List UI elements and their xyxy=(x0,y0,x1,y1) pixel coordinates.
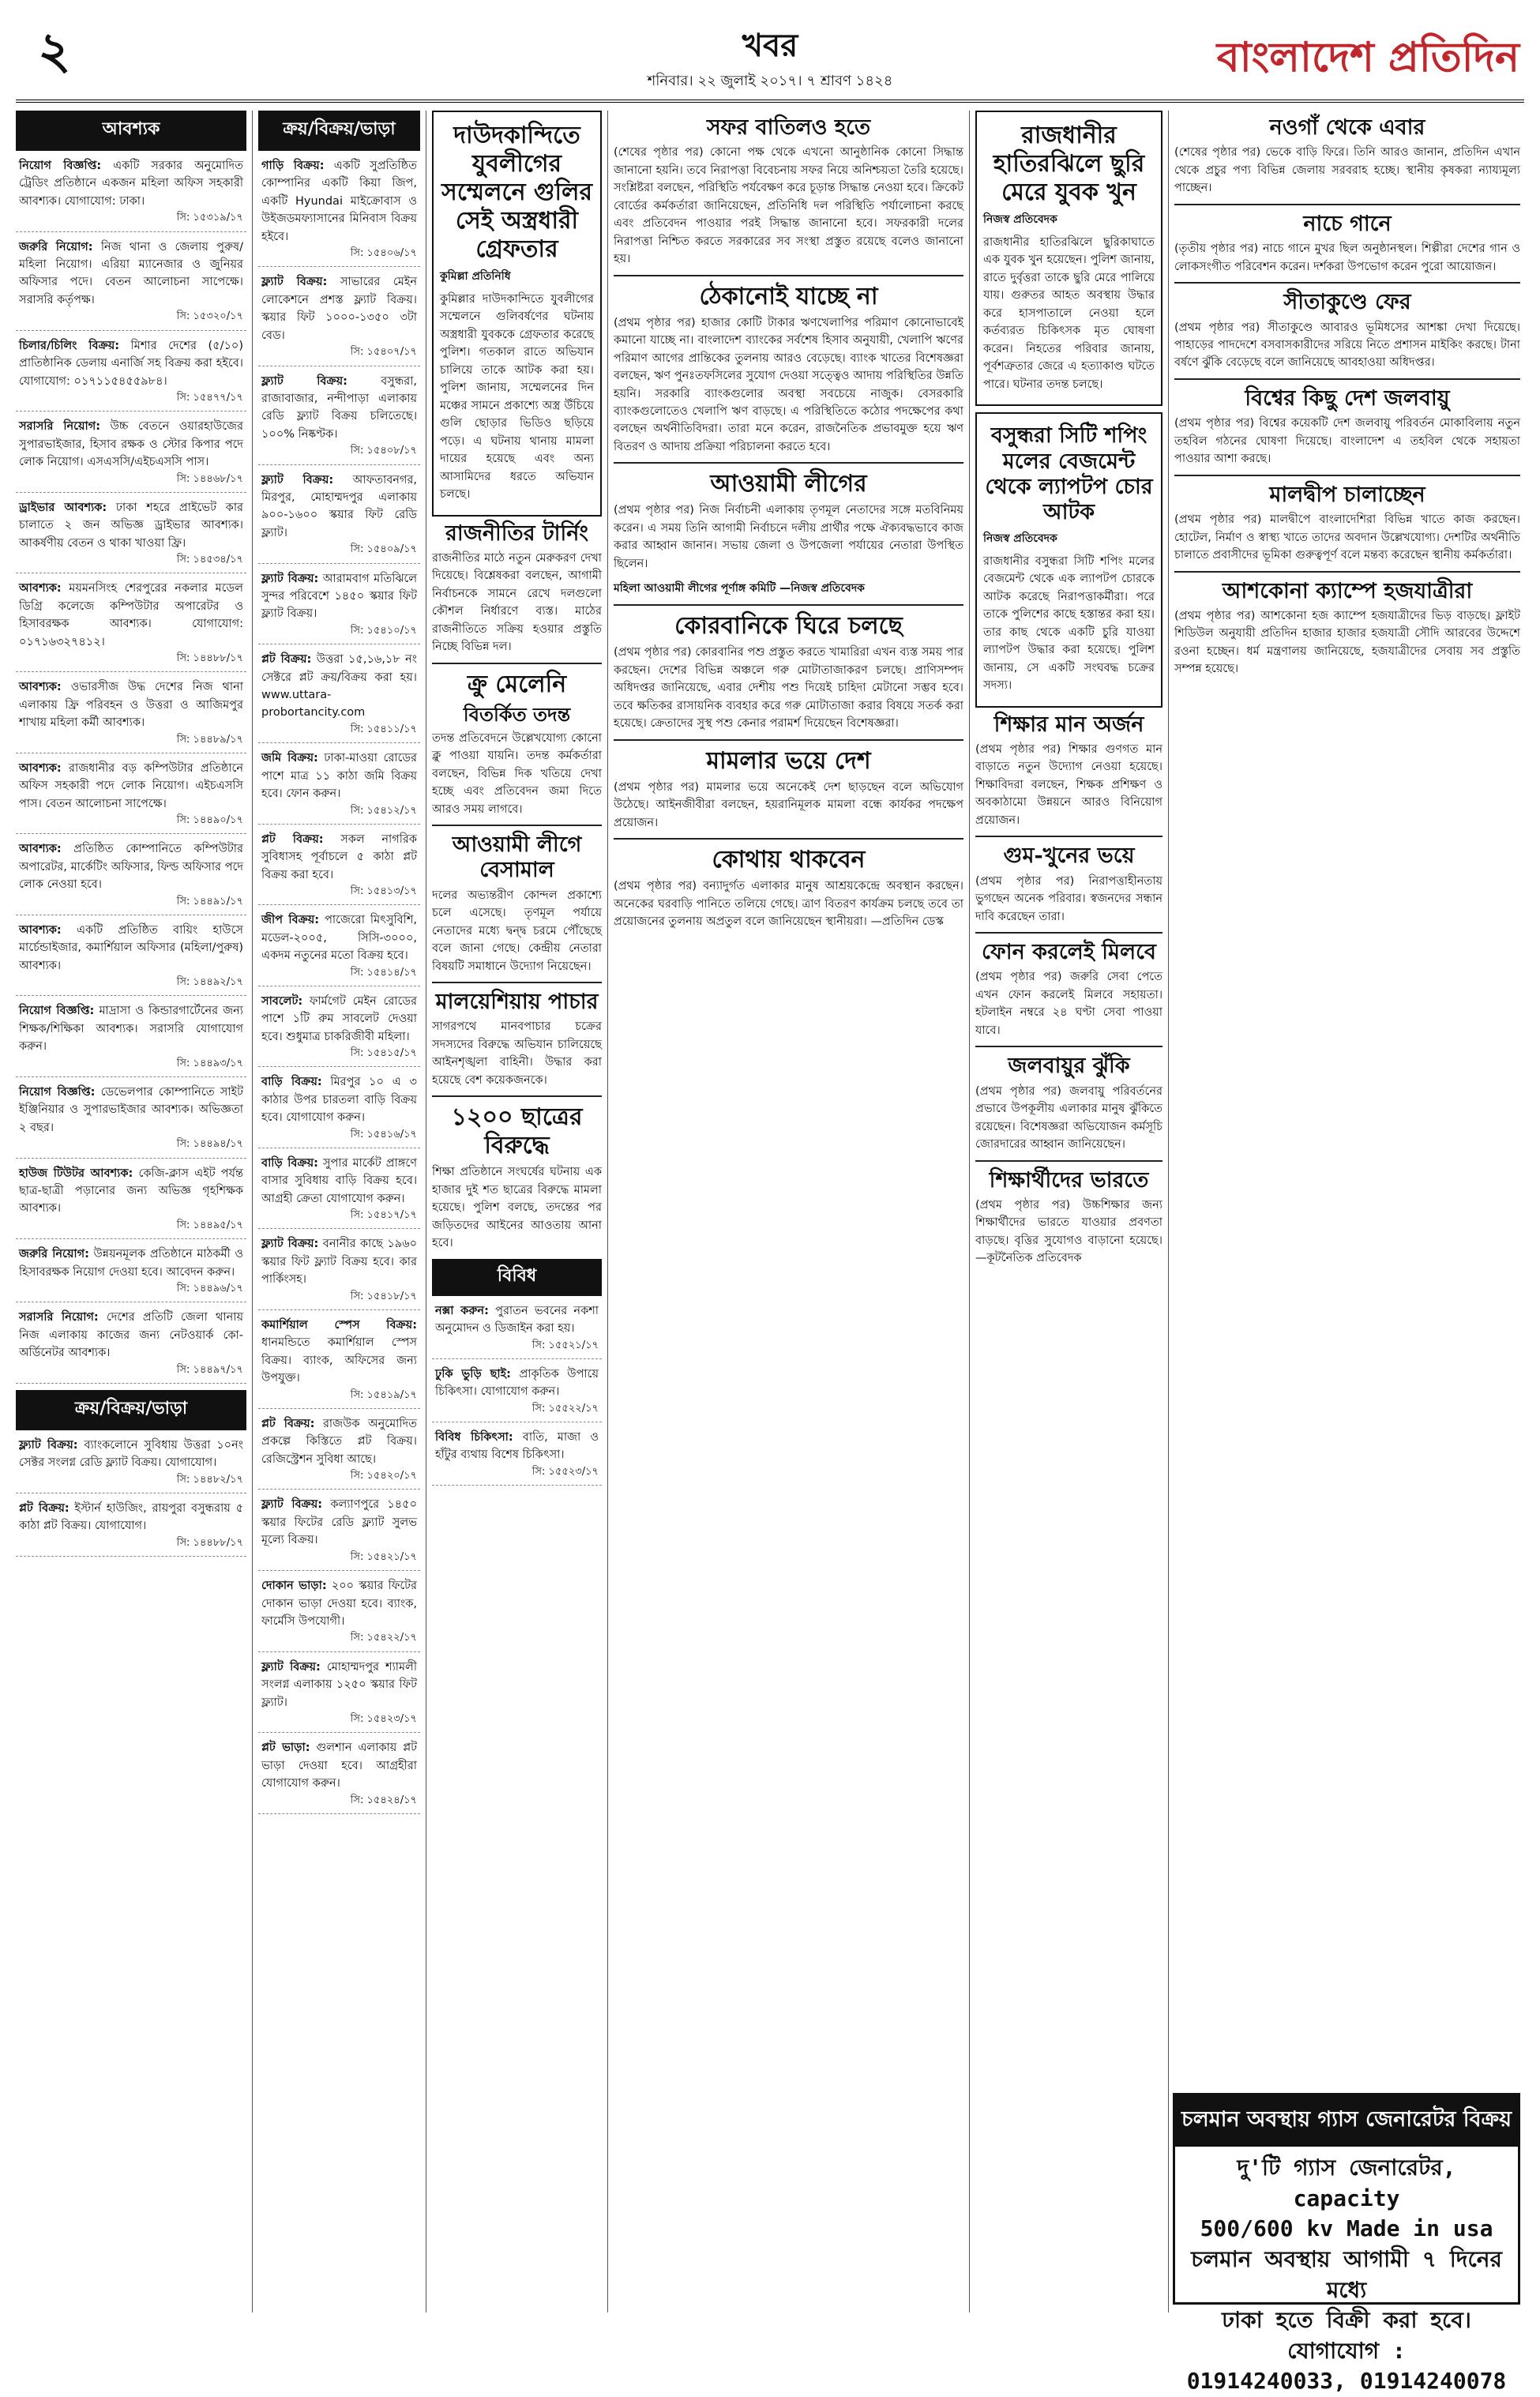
story-body: কুমিল্লার দাউদকান্দিতে যুবলীগের সম্মেলনে গুলিবর্ষণের ঘটনায় অস্ত্রধারী যুবককে গ্রেফতার করেছে পুলিশ। গতকাল রাতে অভিযান চালিয়ে তাকে আটক করা হয়। পুলিশ জানায়, সম্মেলনের দিন মঞ্চের সামনে প্রকাশ্যে অস্ত্র উঁচিয়ে গুলি ছোড়ার ভিডিও ছড়িয়ে পড়ে। এ ঘটনায় থানায় মামলা দায়ের হয়েছে এবং অন্য আসামিদের ধরতে অভিযান চলছে। xyxy=(440,293,594,502)
ad-code: সি: ১৫৫২১/১৭ xyxy=(531,1339,599,1351)
ad-lead: দোকান ভাড়া: xyxy=(261,1580,327,1593)
story-body: রাজধানীর হাতিরঝিলে ছুরিকাঘাতে এক যুবক খুন হয়েছেন। পুলিশ জানায়, রাতে দুর্বৃত্তরা তাকে ছুরি মেরে পালিয়ে যায়। গুরুতর আহত অবস্থায় উদ্ধার করে হাসপাতালে নেওয়া হলে কর্তব্যরত চিকিৎসক মৃত ঘোষণা করেন। নিহতের পরিবার জানায়, পূর্বশত্রুতার জেরে এ হত্যাকাণ্ড ঘটতে পারে। ঘটনার তদন্ত চলছে। xyxy=(983,236,1155,391)
ad-body xyxy=(1175,2147,1518,2397)
ad-text: গুলশান এলাকায় প্লট ভাড়া দেওয়া হবে। আগ্রহীরা যোগাযোগ করুন। xyxy=(261,1741,417,1790)
ad-line: ঢাকা হতে বিক্রী করা হবে। যোগাযোগ : xyxy=(1222,2307,1471,2364)
classified-ad xyxy=(258,651,420,743)
ad-text: উচ্চ বেতনে ওয়ারহাউজের সুপারভাইজার, হিসাব রক্ষক ও স্টোর কিপার পদে লোক নিয়োগ। এসএসসি/এইচএসসি পাস। xyxy=(19,420,243,469)
rule xyxy=(614,604,963,606)
ad-lead: নক্সা করুন: xyxy=(435,1304,489,1317)
ad-text: ময়মনসিংহ শেরপুরের নকলার মডেল ডিগ্রি কলেজে কম্পিউটার অপারেটর ও হিসাবরক্ষক আবশ্যক। যোগাযোগ: ০১৭১৬৩২৭৪১২। xyxy=(19,582,243,648)
ad-lead: জমি বিক্রয়: xyxy=(261,752,318,765)
issue-date: শনিবার। ২২ জুলাই ২০১৭। ৭ শ্রাবণ ১৪২৪ xyxy=(647,73,893,89)
story-body: (প্রথম পৃষ্ঠার পর) মামলার ভয়ে অনেকেই দেশ ছাড়ছেন বলে অভিযোগ উঠেছে। আইনজীবীরা বলছেন, হয়রানিমূলক মামলা বন্ধে কার্যকর পদক্ষেপ প্রয়োজন। xyxy=(614,780,963,829)
ad-code: সি: ১৫৫২৩/১৭ xyxy=(531,1465,599,1478)
ad-lead: ফ্ল্যাট বিক্রয়: xyxy=(261,1660,321,1674)
ad-text: আরামবাগ মতিঝিলে সুন্দর পরিবেশে ১৪৫০ স্কয়ার ফিট ফ্ল্যাট বিক্রয়। xyxy=(261,572,418,621)
story-subheadline: বিতর্কিত তদন্ত xyxy=(463,702,571,726)
misc-list xyxy=(432,1302,602,1486)
rule xyxy=(1174,571,1520,573)
story-body: দলের অভ্যন্তরীণ কোন্দল প্রকাশ্যে চলে এসেছে। তৃণমূল পর্যায়ে নেতাদের মধ্যে দ্বন্দ্ব চরমে পৌঁছেছে বলে জানা গেছে। কেন্দ্রীয় নেতারা বিষয়টি সমাধানে উদ্যোগ নিয়েছেন। xyxy=(432,889,602,973)
ad-line: চলমান অবস্থায় আগামী ৭ দিনের মধ্যে xyxy=(1191,2245,1502,2303)
ad-lead: নিয়োগ বিজ্ঞপ্তি: xyxy=(19,160,102,172)
story-note: মহিলা আওয়ামী লীগের পূর্ণাঙ্গ কমিটি —নিজস্ব প্রতিবেদক xyxy=(614,582,865,595)
rule xyxy=(614,275,963,276)
ad-code: সি: ১৪৫৩৪/১৭ xyxy=(176,554,243,566)
classified-ad xyxy=(258,157,420,267)
ad-code: সি: ১৪৪৮৮/১৭ xyxy=(176,652,243,665)
ad-text: প্রতিষ্ঠিত কোম্পানিতে কম্পিউটার অপারেটর, মার্কেটিং অফিসার, ফিল্ড অফিসার পদে লোক নেওয়া হবে। xyxy=(19,843,243,892)
story-headline: নওগাঁ থেকে এবার xyxy=(1269,115,1425,140)
ad-code: সি: ১৫৪১০/১৭ xyxy=(350,624,417,637)
story-body: (শেষের পৃষ্ঠার পর) ভেকে বাড়ি ফিরে। তিনি আরও জানান, প্রতিদিন এখান থেকে প্রচুর পণ্য বিভিন্ন জেলায় সরবরাহ হচ্ছে। স্থানীয় কৃষকরা ন্যায্যমূল্য পাচ্ছেন। xyxy=(1174,146,1520,195)
ad-lead: ফ্ল্যাট বিক্রয়: xyxy=(261,374,347,388)
classified-ad xyxy=(16,499,246,574)
ad-lead: ঢুকি ভুড়ি ছাই: xyxy=(435,1367,511,1381)
rule xyxy=(432,825,602,826)
brand-logo: বাংলাদেশ প্রতিদিন xyxy=(1216,33,1519,81)
classified-ad xyxy=(16,1500,246,1557)
classified-ad xyxy=(432,1366,602,1422)
ad-code: সি: ১৪৪৮২/১৭ xyxy=(176,1473,243,1486)
ad-lead: ফ্ল্যাট বিক্রয়: xyxy=(19,1438,78,1452)
story-body: (প্রথম পৃষ্ঠার পর) নিজ নির্বাচনী এলাকায় তৃণমূল নেতাদের সঙ্গে মতবিনিময় করেন। এ সময় তিনি আগামী নির্বাচনে দলীয় প্রার্থীর পক্ষে ঐক্যবদ্ধভাবে কাজ করার আহ্বান জানান। সভায় জেলা ও উপজেলা পর্যায়ের নেতারা উপস্থিত ছিলেন। xyxy=(614,504,963,570)
ad-text: আফতাবনগর, মিরপুর, মোহাম্মদপুর এলাকায় ৯০০-১৬০০ স্কয়ার ফিট রেডি ফ্ল্যাট। xyxy=(261,473,418,539)
rule xyxy=(614,739,963,741)
classified-ad xyxy=(258,993,420,1068)
ad-code: সি: ১৫৪১৫/১৭ xyxy=(350,1047,417,1060)
classified-section-title: ক্রয়/বিক্রয়/ভাড়া xyxy=(258,111,420,151)
ad-text: ইস্টার্ন হাউজিং, রায়পুরা বসুন্ধরায় ৫ কাঠা প্লট বিক্রয়। যোগাযোগ। xyxy=(19,1501,243,1533)
classified-ad xyxy=(258,373,420,465)
ad-text: সকল নাগরিক সুবিধাসহ পূর্বাচলে ৫ কাঠা প্লট বিক্রয় করা হবে। xyxy=(261,832,417,881)
story-byline: নিজস্ব প্রতিবেদক xyxy=(983,532,1057,545)
ad-lead: আবশ্যক: xyxy=(19,761,62,775)
classified-ad xyxy=(16,922,246,997)
ad-text: ফার্মগেট মেইন রোডের পাশে ১টি রুম সাবলেট দেওয়া হবে। শুধুমাত্র চাকরিজীবী মহিলা। xyxy=(261,994,417,1043)
rule xyxy=(975,1160,1163,1162)
story-headline: মামলার ভয়ে দেশ xyxy=(706,746,871,775)
story-headline: রাজধানীর হাতিরঝিলে ছুরি মেরে যুবক খুন xyxy=(993,122,1145,206)
ad-lead: কমার্শিয়াল স্পেস বিক্রয়: xyxy=(261,1318,417,1332)
story-body: রাজধানীর বসুন্ধরা সিটি শপিং মলের বেজমেন্ট থেকে এক ল্যাপটপ চোরকে আটক করেছে নিরাপত্তাকর্মীরা। পরে তাকে পুলিশের কাছে হস্তান্তর করা হয়। তার কাছ থেকে একটি চুরি যাওয়া ল্যাপটপ উদ্ধার করা হয়েছে। পুলিশ জানায়, সে একটি সংঘবদ্ধ চক্রের সদস্য। xyxy=(983,554,1155,693)
news-column-3 xyxy=(432,111,602,2312)
ad-lead: প্লট ভাড়া: xyxy=(261,1741,310,1755)
story-body: রাজনীতির মাঠে নতুন মেরুকরণ দেখা দিয়েছে। বিশ্লেষকরা বলছেন, আগামী নির্বাচনকে সামনে রেখে দলগুলো কৌশল নির্ধারণে ব্যস্ত। মাঠের রাজনীতিতে সক্রিয় হওয়ার প্রস্তুতি নিচ্ছে বিভিন্ন দল। xyxy=(432,552,602,654)
story-headline: আওয়ামী লীগের xyxy=(710,470,867,498)
ad-text: দেশের প্রতিটি জেলা থানায় নিজ এলাকায় কাজের জন্য নেটওয়ার্ক কো-অর্ডিনেটর আবশ্যক। xyxy=(19,1311,243,1360)
classified-ad xyxy=(258,1659,420,1734)
rule xyxy=(1174,378,1520,380)
story-headline: মালদ্বীপ চালাচ্ছেন xyxy=(1269,482,1425,507)
classified-ad xyxy=(258,750,420,825)
classified-ad xyxy=(16,418,246,493)
story-headline: বিশ্বের কিছু দেশ জলবায়ু xyxy=(1245,385,1450,411)
classified-ad xyxy=(258,1739,420,1814)
classified-ad xyxy=(16,1002,246,1077)
ad-lead: ফ্ল্যাট বিক্রয়: xyxy=(261,1238,319,1251)
story-headline: রাজনীতির টার্নিং xyxy=(445,520,588,546)
ad-code: সি: ১৫৪১২/১৭ xyxy=(350,804,417,817)
ad-code: সি: ১৫৩১৯/১৭ xyxy=(176,212,243,224)
classified-list xyxy=(16,157,246,1384)
ad-code: সি: ১৪৪৯১/১৭ xyxy=(176,895,243,907)
ad-code: সি: ১৫৪১৯/১৭ xyxy=(350,1388,417,1401)
rule xyxy=(1174,475,1520,476)
page-number: ২ xyxy=(38,21,71,81)
classified-ad xyxy=(258,1155,420,1230)
ad-lead: প্লট বিক্রয়: xyxy=(261,832,324,846)
ad-lead: গাড়ি বিক্রয়: xyxy=(261,160,325,172)
ad-lead: জীপ বিক্রয়: xyxy=(261,914,320,927)
ad-code: সি: ১৫৪১৪/১৭ xyxy=(350,966,417,979)
ad-text: কেজি-ক্লাস এইট পর্যন্ত ছাত্র-ছাত্রী পড়ানোর জন্য অভিজ্ঞ গৃহশিক্ষক আবশ্যক। xyxy=(19,1167,243,1215)
classified-ad xyxy=(258,273,420,366)
classified-ad xyxy=(258,831,420,906)
story-headline: কোরবানিকে ঘিরে চলছে xyxy=(674,612,903,641)
ad-code: সি: ১৫৩২০/১৭ xyxy=(176,310,243,323)
ad-code: সি: ১৫৪১৩/১৭ xyxy=(350,885,417,898)
ad-text: বনানীর কাছে ১৯৬০ স্কয়ার ফিট ফ্ল্যাট বিক্রয় হবে। কার পার্কিংসহ। xyxy=(261,1238,417,1287)
ad-text: একটি সুপ্রতিষ্ঠিত কোম্পানির একটি কিয়া জিপ, একটি Hyundai মাইক্রোবাস ও উইজডমফ্যাসানের মিনিবাস বিক্রয় হইবে। xyxy=(261,160,417,243)
ad-code: সি: ১৫৪১৮/১৭ xyxy=(350,1290,417,1302)
news-column-6 xyxy=(1174,111,1520,2087)
ad-code: সি: ১৪৪৯৫/১৭ xyxy=(176,1219,243,1231)
story-body: (প্রথম পৃষ্ঠার পর) জরুরি সেবা পেতে এখন ফোন করলেই মিলবে সহায়তা। হটলাইন নম্বরে ২৪ ঘণ্টা সেবা পাওয়া যাবে। xyxy=(975,971,1163,1037)
classified-ad xyxy=(258,911,420,986)
ad-text: রাজধানীর বড় কম্পিউটার প্রতিষ্ঠানে অফিস সহকারী পদে লোক নিয়োগ। এইচএসসি পাস। বেতন আলোচনা সাপেক্ষে। xyxy=(19,761,244,810)
ad-text: মোহাম্মদপুর শ্যামলী সংলগ্ন এলাকায় ১২৫০ স্কয়ার ফিট ফ্ল্যাট। xyxy=(261,1660,417,1709)
ad-lead: সাবলেট: xyxy=(261,994,303,1008)
classified-ad xyxy=(16,157,246,232)
column-divider xyxy=(252,111,253,2312)
ad-code: সি: ১৫৪২৩/১৭ xyxy=(350,1712,417,1725)
ad-lead: প্লট বিক্রয়: xyxy=(261,653,312,667)
story-byline: নিজস্ব প্রতিবেদক xyxy=(983,213,1057,226)
rule xyxy=(975,1046,1163,1047)
classified-ad xyxy=(258,472,420,564)
ad-text: সুপার মার্কেট প্রাঙ্গণে বাসার সুবিধায় বাড়ি বিক্রয় হবে। আগ্রহী ক্রেতা যোগাযোগ করুন। xyxy=(261,1156,417,1205)
classified-section-title: আবশ্যক xyxy=(16,111,246,151)
story-body: (প্রথম পৃষ্ঠার পর) সীতাকুণ্ডে আবারও ভূমিধসের আশঙ্কা দেখা দিয়েছে। পাহাড়ের পাদদেশে বসবাসকারীদের সরিয়ে নিতে প্রশাসন মাইকিং করছে। টানা বর্ষণে ঝুঁকি বেড়েছে বলে জানিয়েছে আবহাওয়া অধিদপ্তর। xyxy=(1174,321,1520,370)
news-column-4 xyxy=(614,111,963,2312)
classified-ad xyxy=(16,1437,246,1493)
classified-ad xyxy=(432,1302,602,1359)
ad-text: ওভারসীজ উদ্ধ দেশের নিজ থানা এলাকায় ফ্রি পরিবহন ও উত্তরা ও আজিমপুর শাখায় মহিলা কর্মী আবশ্যক। xyxy=(19,681,243,730)
story-box xyxy=(975,412,1163,707)
ad-text: বসুন্ধরা, রাজাবাজার, নন্দীপাড়া এলাকায় রেডি ফ্ল্যাট বিক্রয় চলিতেছে। ১০০% নিষ্কণ্টক। xyxy=(261,374,418,441)
story-body: শিক্ষা প্রতিষ্ঠানে সংঘর্ষের ঘটনায় এক হাজার দুই শত ছাত্রের বিরুদ্ধে মামলা হয়েছে। পুলিশ বলছে, তদন্তের পর জড়িতদের আইনের আওতায় আনা হবে। xyxy=(432,1166,602,1250)
rule xyxy=(432,982,602,983)
ad-text: মিরপুর ১০ এ ৩ কাঠার উপর চারতলা বাড়ি বিক্রয় হবে। যোগাযোগ করুন। xyxy=(261,1076,417,1125)
ad-title: চলমান অবস্থায় গ্যাস জেনারেটর বিক্রয় xyxy=(1175,2095,1518,2147)
ad-phones: 01914240033, 01914240078 xyxy=(1186,2368,1507,2395)
story-headline: ক্রু মেলেনি xyxy=(467,670,567,698)
ad-text: উত্তরা ১৫,১৬,১৮ নং সেক্টরে প্লট ক্রয়/বিক্রয় করা হয়। www.uttara-probortancity.com xyxy=(261,653,418,719)
column-divider xyxy=(1168,111,1169,2312)
story-body: (প্রথম পৃষ্ঠার পর) জলবায়ু পরিবর্তনের প্রভাবে উপকূলীয় এলাকার মানুষ ঝুঁকিতে রয়েছেন। বিশেষজ্ঞরা অভিযোজন কর্মসূচি জোরদারের আহ্বান জানিয়েছেন। xyxy=(975,1084,1163,1152)
classified-ad xyxy=(258,1317,420,1409)
story-headline: জলবায়ুর ঝুঁকি xyxy=(1008,1054,1130,1079)
generator-sale-ad xyxy=(1173,2093,1520,2395)
classified-ad xyxy=(258,1073,420,1148)
ad-lead: আবশ্যক: xyxy=(19,582,62,595)
ad-code: সি: ১৫৪০৯/১৭ xyxy=(350,543,417,556)
ad-code: সি: ১৫৪১৭/১৭ xyxy=(350,1209,417,1222)
classified-ad xyxy=(258,570,420,645)
rule xyxy=(1174,204,1520,205)
ad-code: সি: ১৫৫২২/১৭ xyxy=(531,1402,599,1415)
story-body: (প্রথম পৃষ্ঠার পর) আশকোনা হজ ক্যাম্পে হজযাত্রীদের ভিড় বাড়ছে। ফ্লাইট শিডিউল অনুযায়ী প্রতিদিন হাজার হাজার হজযাত্রী সৌদি আরবের উদ্দেশে রওনা হচ্ছেন। ধর্ম মন্ত্রণালয় জানিয়েছে, হজযাত্রীদের সেবায় সব প্রস্তুতি সম্পন্ন হয়েছে। xyxy=(1174,609,1520,676)
ad-text: রাজউক অনুমোদিত প্রকল্পে কিস্তিতে প্লট বিক্রয়। রেজিস্ট্রেশন সুবিধা আছে। xyxy=(261,1417,417,1466)
ad-line: 500/600 kv Made in usa xyxy=(1200,2215,1493,2242)
classified-ad xyxy=(258,1577,420,1652)
story-body: (তৃতীয় পৃষ্ঠার পর) নাচে গানে মুখর ছিল অনুষ্ঠানস্থল। শিল্পীরা দেশের গান ও লোকসংগীত পরিবেশন করেন। দর্শকরা উপভোগ করেন পুরো আয়োজন। xyxy=(1174,242,1520,273)
ad-code: সি: ১৪৪৯৭/১৭ xyxy=(176,1363,243,1376)
ad-code: সি: ১৪৪৬৮/১৭ xyxy=(176,472,243,485)
ad-lead: ড্রাইভার আবশ্যক: xyxy=(19,501,107,514)
ad-text: ধানমন্ডিতে কমার্শিয়াল স্পেস বিক্রয়। ব্যাংক, অফিসের জন্য উপযুক্ত। xyxy=(261,1336,417,1385)
story-headline: গুম-খুনের ভয়ে xyxy=(1003,843,1135,869)
story-headline: আশকোনা ক্যাম্পে হজযাত্রীরা xyxy=(1222,578,1473,603)
ad-lead: সরাসরি নিয়োগ: xyxy=(19,420,101,434)
column-divider xyxy=(607,111,608,2312)
section-name: খবর xyxy=(742,27,798,64)
story-headline: সফর বাতিলও হতে xyxy=(706,115,871,140)
news-column-5 xyxy=(975,111,1163,2312)
ad-text: পুরাতন ভবনের নকশা অনুমোদন ও ডিজাইন করা হয়। xyxy=(435,1304,599,1336)
story-headline: ফোন করলেই মিলবে xyxy=(982,940,1156,965)
classified-section-title: ক্রয়/বিক্রয়/ভাড়া xyxy=(16,1390,246,1430)
story-body: (প্রথম পৃষ্ঠার পর) শিক্ষার গুণগত মান বাড়াতে নতুন উদ্যোগ নেওয়া হয়েছে। শিক্ষাবিদরা বলছেন, শিক্ষক প্রশিক্ষণ ও অবকাঠামো উন্নয়নে আরও বিনিয়োগ প্রয়োজন। xyxy=(975,742,1163,827)
ad-code: সি: ১৫৪০৮/১৭ xyxy=(350,445,417,457)
ad-code: সি: ১৫৪৭৭/১৭ xyxy=(176,391,243,404)
ad-code: সি: ১৫৪১৬/১৭ xyxy=(350,1128,417,1140)
story-box xyxy=(432,111,602,517)
ad-code: সি: ১৫৪২৪/১৭ xyxy=(350,1794,417,1806)
story-body: তদন্ত প্রতিবেদনে উল্লেখযোগ্য কোনো ক্লু পাওয়া যায়নি। তদন্ত কর্মকর্তারা বলছেন, বিভিন্ন দিক খতিয়ে দেখা হচ্ছে এবং প্রতিবেদন জমা দিতে আরও সময় লাগবে। xyxy=(432,731,602,816)
ad-code: সি: ১৪৪৯৬/১৭ xyxy=(176,1282,243,1294)
ad-code: সি: ১৪৪৯২/১৭ xyxy=(176,976,243,989)
classified-ad xyxy=(258,1415,420,1490)
ad-code: সি: ১৪৪৯৪/১৭ xyxy=(176,1138,243,1151)
rule xyxy=(432,1095,602,1097)
ad-text: কল্যাণপুরে ১৪৫০ স্কয়ার ফিটের রেডি ফ্ল্যাট সুলভ মূল্যে বিক্রয়। xyxy=(261,1498,418,1547)
classified-ad xyxy=(16,580,246,672)
story-body: (প্রথম পৃষ্ঠার পর) হাজার কোটি টাকার ঋণখেলাপির পরিমাণ কোনোভাবেই কমানো যাচ্ছে না। বাংলাদেশ ব্যাংকের সর্বশেষ হিসাব অনুযায়ী, খেলাপি ঋণের পরিমাণ আগের প্রান্তিকের তুলনায় আরও বেড়েছে। ব্যাংক খাতের বিশেষজ্ঞরা বলছেন, ঋণ পুনঃতফসিলের সুযোগ দেওয়া সত্ত্বেও আদায় পরিস্থিতির উন্নতি হয়নি। সরকারি ব্যাংকগুলোর অবস্থা সবচেয়ে নাজুক। বেসরকারি ব্যাংকগুলোতেও খেলাপি ঋণ বাড়ছে। এ পরিস্থিতিতে কঠোর পদক্ষেপের কথা বলছেন অর্থনীতিবিদরা। তারা মনে করেন, রাজনৈতিক প্রভাবমুক্ত হয়ে ঋণ বিতরণ ও আদায় প্রক্রিয়া পরিচালনা করতে হবে। xyxy=(614,316,963,453)
classified-ad xyxy=(16,760,246,835)
ad-text: সাভারের মেইন লোকেশনে প্রশস্ত ফ্ল্যাট বিক্রয়। স্কয়ার ফিট ১০০০-১৩৫০ ৩টা বেড। xyxy=(261,276,417,342)
ad-lead: হাউজ টিউটর আবশ্যক: xyxy=(19,1167,133,1180)
story-headline: সীতাকুণ্ডে ফের xyxy=(1283,290,1411,315)
ad-lead: আবশ্যক: xyxy=(19,681,62,694)
classified-ad xyxy=(16,678,246,753)
classified-list xyxy=(258,157,420,1814)
ad-text: ডেভেলপার কোম্পানিতে সাইট ইঞ্জিনিয়ার ও সুপারভাইজার আবশ্যক। অভিজ্ঞতা ২ বছর। xyxy=(19,1085,244,1134)
classified-ad xyxy=(432,1429,602,1486)
column-divider xyxy=(969,111,970,2312)
story-body: (প্রথম পৃষ্ঠার পর) বিশ্বের কয়েকটি দেশ জলবায়ু পরিবর্তন মোকাবিলায় নতুন তহবিল গঠনের ঘোষণা দিয়েছে। বাংলাদেশ এ তহবিল থেকে সহায়তা পাওয়ার আশা করছে। xyxy=(1174,417,1520,466)
ad-lead: নিয়োগ বিজ্ঞপ্তি: xyxy=(19,1085,96,1099)
ad-text: একটি সরকার অনুমোদিত ট্রেডিং প্রতিষ্ঠানে একজন মহিলা অফিস সহকারী আবশ্যক। যোগাযোগ: ঢাকা। xyxy=(19,160,244,208)
classified-ad xyxy=(16,1084,246,1159)
ad-text: মিশার দেশের (৫/১০) প্রাতিষ্ঠানিক ডেলায় এনার্জি সহ বিক্রয় করা হইবে। যোগাযোগ: ০১৭১১৫৪৫৫৯৮৪। xyxy=(19,339,244,388)
classified-ad xyxy=(258,1496,420,1571)
classified-ad xyxy=(16,239,246,331)
story-body: (শেষের পৃষ্ঠার পর) কোনো পক্ষ থেকে এখনো আনুষ্ঠানিক কোনো সিদ্ধান্ত জানানো হয়নি। তবে নিরাপত্তা বিবেচনায় সফর নিয়ে অনিশ্চয়তা তৈরি হয়েছে। সংশ্লিষ্টরা বলছেন, পরিস্থিতি পর্যবেক্ষণ করে চূড়ান্ত সিদ্ধান্ত নেওয়া হবে। ক্রিকেট বোর্ডের কর্মকর্তারা জানিয়েছেন, প্রতিনিধি দল পরিস্থিতি পর্যালোচনা করছে এবং প্রতিবেদন পাওয়ার পরই সিদ্ধান্ত জানানো হবে। সফরকারী দলের নিরাপত্তা নিশ্চিত করতে সরকারের সব সংস্থা প্রস্তুত রয়েছে বলেও জানানো হয়। xyxy=(614,146,963,266)
classified-ad xyxy=(16,337,246,412)
story-body: সাগরপথে মানবপাচার চক্রের সদস্যদের বিরুদ্ধে অভিযান চালিয়েছে আইনশৃঙ্খলা বাহিনী। উদ্ধার করা হয়েছে বেশ কয়েকজনকে। xyxy=(432,1020,602,1087)
story-body: (প্রথম পৃষ্ঠার পর) কোরবানির পশু প্রস্তুত করতে খামারিরা এখন ব্যস্ত সময় পার করছেন। দেশের বিভিন্ন অঞ্চলে গরু মোটাতাজাকরণ চলছে। প্রাণিসম্পদ অধিদপ্তর জানিয়েছে, এবার দেশীয় পশু দিয়েই চাহিদা মেটানো সম্ভব হবে। তবে ক্ষতিকর রাসায়নিক ব্যবহার করে গরু মোটাতাজা করার বিষয়ে সতর্ক করা হয়েছে। ক্রেতাদের সুস্থ পশু কেনার পরামর্শ দিয়েছেন বিশেষজ্ঞরা। xyxy=(614,646,963,731)
ad-text: একটি প্রতিষ্ঠিত বায়িং হাউসে মার্চেন্ডাইজার, কমার্শিয়াল অফিসার (মহিলা/পুরুষ) আবশ্যক। xyxy=(19,923,243,972)
ad-lead: বাড়ি বিক্রয়: xyxy=(261,1076,322,1089)
ad-text: ঢাকা-মাওয়া রোডের পাশে মাত্র ১১ কাঠা জমি বিক্রয় হবে। ফোন করুন। xyxy=(261,752,417,801)
ad-lead: আবশ্যক: xyxy=(19,843,62,856)
classifieds-column-2 xyxy=(258,111,420,2312)
story-headline: দাউদকান্দিতে যুবলীগের সম্মেলনে গুলির সেই অস্ত্রধারী গ্রেফতার xyxy=(441,122,592,263)
classified-ad xyxy=(16,1309,246,1384)
classifieds-column-1 xyxy=(16,111,246,2312)
ad-code: সি: ১৫৪২১/১৭ xyxy=(350,1550,417,1563)
ad-code: সি: ১৪৪৮৮/১৭ xyxy=(176,1536,243,1549)
story-headline: বসুন্ধরা সিটি শপিং মলের বেজমেন্ট থেকে ল্যাপটপ চোর আটক xyxy=(985,423,1153,525)
ad-lead: ফ্ল্যাট বিক্রয়: xyxy=(261,473,334,487)
story-body: (প্রথম পৃষ্ঠার পর) মালদ্বীপে বাংলাদেশিরা বিভিন্ন খাতে কাজ করছেন। হোটেল, নির্মাণ ও স্বাস্থ্য খাতে তাদের অবদান উল্লেখযোগ্য। দেশটির অর্থনীতি চালাতে প্রবাসীদের ভূমিকা গুরুত্বপূর্ণ বলে মন্তব্য করেছেন স্থানীয় কর্মকর্তারা। xyxy=(1174,513,1520,562)
ad-lead: বাড়ি বিক্রয়: xyxy=(261,1156,318,1170)
rule xyxy=(614,838,963,840)
ad-text: মাদ্রাসা ও কিন্ডারগার্টেনের জন্য শিক্ষক/শিক্ষিকা আবশ্যক। সরাসরি যোগাযোগ করুন। xyxy=(19,1005,243,1054)
rule xyxy=(975,932,1163,934)
story-body: (প্রথম পৃষ্ঠার পর) উচ্চশিক্ষার জন্য শিক্ষার্থীদের ভারতে যাওয়ার প্রবণতা বাড়ছে। বৃত্তির সুযোগও বাড়ানো হয়েছে। —কূটনৈতিক প্রতিবেদক xyxy=(975,1198,1163,1265)
ad-text: পাজেরো মিৎসুবিশি, মডেল-২০০৫, সিসি-৩০০০, একদম নতুনের মতো বিক্রয় হবে। xyxy=(261,914,418,963)
ad-lead: ফ্ল্যাট বিক্রয়: xyxy=(261,572,319,585)
story-headline: মালয়েশিয়ায় পাচার xyxy=(435,990,599,1015)
rule xyxy=(432,663,602,664)
story-headline: আওয়ামী লীগে বেসামাল xyxy=(452,832,582,883)
ad-lead: প্লট বিক্রয়: xyxy=(261,1417,315,1430)
story-headline: কোথায় থাকবেন xyxy=(712,846,866,874)
ad-lead: চিলার/চিলিং বিক্রয়: xyxy=(19,339,120,352)
masthead xyxy=(16,9,1524,103)
ad-text: উন্নয়নমূলক প্রতিষ্ঠানে মাঠকর্মী ও হিসাবরক্ষক নিয়োগ দেওয়া হবে। আবেদন করুন। xyxy=(19,1248,243,1279)
classified-list xyxy=(16,1437,246,1557)
rule xyxy=(1174,282,1520,284)
story-headline: শিক্ষার মান অর্জন xyxy=(993,712,1144,737)
ad-code: সি: ১৪৪৯০/১৭ xyxy=(176,814,243,827)
ad-line: দু'টি গ্যাস জেনারেটর, capacity xyxy=(1237,2155,1456,2211)
ad-code: সি: ১৫৪২২/১৭ xyxy=(350,1632,417,1644)
story-body: (প্রথম পৃষ্ঠার পর) বন্যাদুর্গত এলাকার মানুষ আশ্রয়কেন্দ্রে অবস্থান করছেন। অনেকের ঘরবাড়ি পানিতে তলিয়ে গেছে। ত্রাণ বিতরণ কার্যক্রম চলছে তবে তা প্রয়োজনের তুলনায় অপ্রতুল বলে জানিয়েছেন স্থানীয়রা। —প্রতিদিন ডেস্ক xyxy=(614,880,963,928)
ad-text: ঢাকা শহরে প্রাইভেট কার চালাতে ২ জন অভিজ্ঞ ড্রাইভার আবশ্যক। আকর্ষণীয় বেতন ও থাকা খাওয়া ফ্রি। xyxy=(19,501,243,550)
story-headline: নাচে গানে xyxy=(1303,211,1392,236)
ad-lead: জরুরি নিয়োগ: xyxy=(19,240,93,254)
ad-lead: বিবিধ চিকিৎসা: xyxy=(435,1430,513,1444)
rule xyxy=(975,836,1163,837)
story-byline: কুমিল্লা প্রতিনিধি xyxy=(440,270,511,283)
ad-lead: আবশ্যক: xyxy=(19,923,62,937)
classified-ad xyxy=(16,1245,246,1302)
ad-lead: ফ্ল্যাট বিক্রয়: xyxy=(261,276,328,289)
story-headline: ১২০০ ছাত্রের বিরুদ্ধে xyxy=(451,1103,583,1160)
ad-code: সি: ১৫৪০৭/১৭ xyxy=(350,346,417,359)
ad-text: নিজ থানা ও জেলায় পুরুষ/মহিলা নিয়োগ। এরিয়া ম্যানেজার ও জুনিয়র অফিসার পদে। বেতন আলোচনা সাপেক্ষে। সরাসরি কর্তৃপক্ষ। xyxy=(19,240,243,306)
ad-text: ব্যাংকলোনে সুবিধায় উত্তরা ১০নং সেক্টর সংলগ্ন রেডি ফ্ল্যাট বিক্রয়। যোগাযোগ। xyxy=(19,1438,244,1470)
ad-code: সি: ১৫৪১১/১৭ xyxy=(350,723,417,735)
ad-text: ২০০ স্কয়ার ফিটের দোকান ভাড়া দেওয়া হবে। ব্যাংক, ফার্মেসি উপযোগী। xyxy=(261,1580,418,1628)
ad-text: বাতি, মাজা ও হাঁটুর ব্যথায় বিশেষ চিকিৎসা। xyxy=(435,1430,599,1462)
ad-lead: সরাসরি নিয়োগ: xyxy=(19,1311,99,1324)
story-body: (প্রথম পৃষ্ঠার পর) নিরাপত্তাহীনতায় ভুগছেন অনেক পরিবার। স্বজনদের সন্ধান দাবি করেছেন তারা। xyxy=(975,874,1163,923)
story-box xyxy=(975,111,1163,406)
classified-ad xyxy=(16,1165,246,1240)
ad-text: প্রাকৃতিক উপায়ে চিকিৎসা। যোগাযোগ করুন। xyxy=(435,1367,599,1399)
story-headline: ঠেকানোই যাচ্ছে না xyxy=(699,282,878,310)
ad-code: সি: ১৪৪৮৯/১৭ xyxy=(176,733,243,746)
ad-code: সি: ১৫৪০৬/১৭ xyxy=(350,247,417,260)
ad-lead: ফ্ল্যাট বিক্রয়: xyxy=(261,1498,323,1512)
ad-lead: জরুরি নিয়োগ: xyxy=(19,1248,89,1261)
ad-lead: প্লট বিক্রয়: xyxy=(19,1501,69,1515)
rule xyxy=(614,462,963,464)
classified-ad xyxy=(258,1235,420,1310)
misc-section-title: বিবিধ xyxy=(432,1259,602,1296)
ad-lead: নিয়োগ বিজ্ঞপ্তি: xyxy=(19,1005,95,1018)
classified-ad xyxy=(16,840,246,915)
ad-code: সি: ১৫৪২০/১৭ xyxy=(350,1470,417,1482)
story-headline: শিক্ষার্থীদের ভারতে xyxy=(989,1167,1149,1193)
ad-code: সি: ১৪৪৯৩/১৭ xyxy=(176,1057,243,1069)
